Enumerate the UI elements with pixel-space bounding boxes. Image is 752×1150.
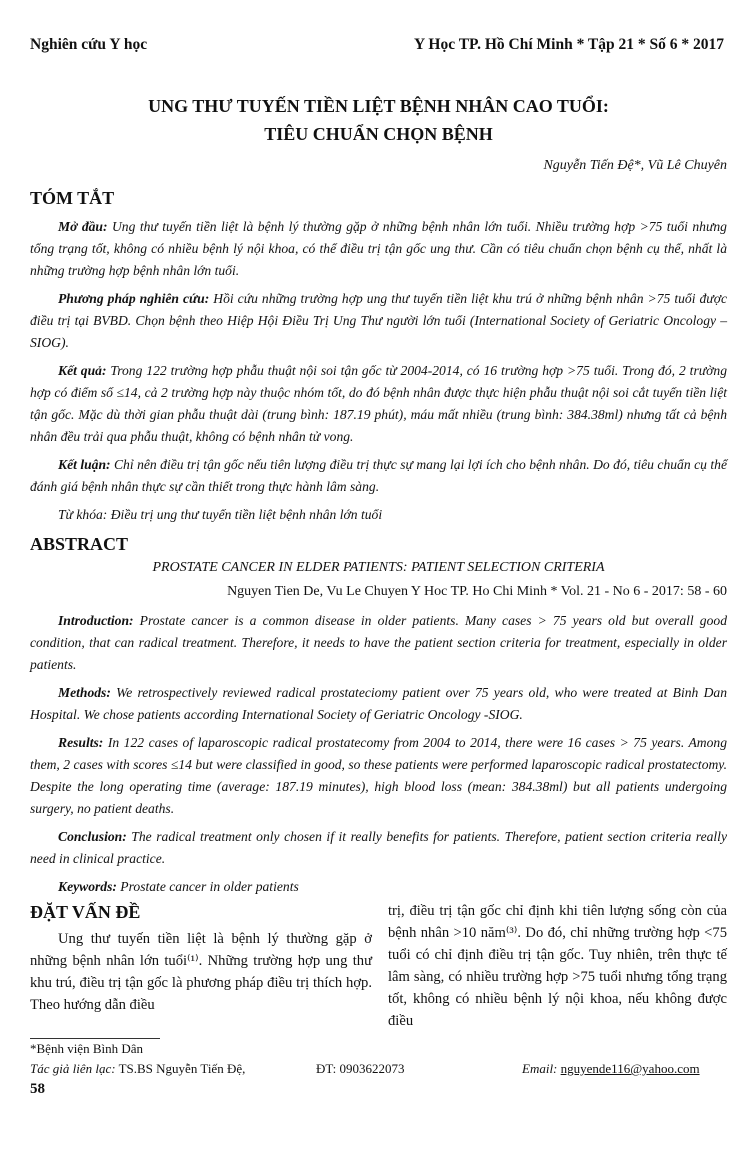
tomtat-keywords: Từ khóa: Điều trị ung thư tuyến tiền liệt bệnh nhân lớn tuổi: [58, 507, 383, 522]
label: Kết luận:: [58, 457, 111, 472]
abstract-methods: [30, 682, 727, 726]
tomtat-heading: TÓM TẮT: [30, 188, 115, 208]
abstract-introduction: [30, 610, 727, 676]
abstract-heading: ABSTRACT: [30, 534, 129, 554]
citation: Nguyen Tien De, Vu Le Chuyen Y Hoc TP. Ho Chi Minh * Vol. 21 - No 6 - 2017: 58 - 60: [227, 584, 727, 599]
tomtat-mo-dau: [30, 216, 727, 282]
text: Prostate cancer is a common disease in older patients. Many cases > 75 years old but overall good condition, that can radical treatment. Therefore, it needs to have the patient section criteria for treatment, especially in older patients.: [30, 613, 727, 672]
text: The radical treatment only chosen if it really benefits for patients. Therefore, patient section criteria really need in clinical practice.: [30, 829, 727, 866]
article-title-line1: UNG THƯ TUYẾN TIỀN LIỆT BỆNH NHÂN CAO TUỔI:: [148, 96, 609, 116]
abstract-conclusion: [30, 826, 727, 870]
text: We retrospectively reviewed radical prostateciomy patient over 75 years old, who were treated at Binh Dan Hospital. We chose patients according International Society of Geriatric Oncology -SIOG.: [30, 685, 727, 722]
intro-heading: ĐẶT VẤN ĐỀ: [30, 902, 141, 922]
text: Ung thư tuyến tiền liệt là bệnh lý thường gặp ở những bệnh nhân lớn tuổi. Nhiều trường hợp >75 tuổi nhưng tổng trạng tốt, không có nhiều bệnh lý nội khoa, có thể điều trị tận gốc ung thư. Cần có tiêu chuẩn chọn bệnh cụ thể, nhất là những trường hợp bệnh nhân lớn tuổi.: [30, 219, 727, 278]
label: Conclusion:: [58, 829, 127, 844]
text: Chỉ nên điều trị tận gốc nếu tiên lượng điều trị thực sự mang lại lợi ích cho bệnh nhân. Do đó, tiêu chuẩn cụ thể đánh giá bệnh nhân thực sự cần thiết trong thực hành lâm sàng.: [30, 457, 727, 494]
label: Introduction:: [58, 613, 134, 628]
running-header-right: Y Học TP. Hồ Chí Minh * Tập 21 * Số 6 * 2017: [413, 36, 724, 53]
page-body: [30, 92, 727, 1099]
abstract-results: [30, 732, 727, 820]
running-header-left: Nghiên cứu Y học: [30, 36, 148, 53]
email-link[interactable]: nguyende116@yahoo.com: [560, 1061, 700, 1076]
footnote-contact-row: [30, 1059, 727, 1079]
article-title-line2: TIÊU CHUẨN CHỌN BỆNH: [264, 124, 493, 144]
page-number: 58: [30, 1081, 45, 1097]
tomtat-phuong-phap: [30, 288, 727, 354]
tomtat-ket-qua: [30, 360, 727, 448]
footnote-phone: ĐT: 0903622073: [316, 1061, 405, 1076]
intro-columns: [30, 900, 727, 1032]
text: Hồi cứu những trường hợp ung thư tuyến tiền liệt khu trú ở những bệnh nhân >75 tuổi được điều trị tại BVBD. Chọn bệnh theo Hiệp Hội Điều Trị Ung Thư người lớn tuổi (International Society of Geriatric Oncology –SIOG).: [30, 291, 727, 350]
footnote-affiliation: *Bệnh viện Bình Dân: [30, 1041, 144, 1056]
label: Results:: [58, 735, 104, 750]
label: Kết quả:: [58, 363, 107, 378]
intro-right-column: trị, điều trị tận gốc chỉ định khi tiên lượng sống còn của bệnh nhân >10 năm⁽³⁾. Do đó, chỉ những trường hợp <75 tuổi có chỉ định điều trị tận gốc. Tuy nhiên, trên thực tế lâm sàng, có nhiều trường hợp >75 tuổi nhưng tổng trạng tốt, không có nhiều bệnh lý nội khoa, nếu không được điều: [388, 903, 727, 1029]
footnote-email: [522, 1059, 700, 1079]
label: Methods:: [58, 685, 111, 700]
text: TS.BS Nguyễn Tiến Đệ,: [115, 1061, 246, 1076]
authors: Nguyễn Tiến Đệ*, Vũ Lê Chuyên: [543, 158, 727, 173]
intro-left: [30, 900, 372, 1016]
text: Prostate cancer in older patients: [116, 879, 299, 894]
text: Trong 122 trường hợp phẫu thuật nội soi tận gốc từ 2004-2014, có 16 trường hợp >75 tuổi. Trong đó, 2 trường hợp có điểm số ≤14, cả 2 trường hợp này thuộc nhóm tốt, do đó bệnh nhân được thực hiện phẫu thuật nội soi cắt tuyến tiền liệt tận gốc. Mặc dù thời gian phẫu thuật dài (trung bình: 187.19 phút), máu mất nhiều (trung bình: 384.38ml) nhưng tất cả bệnh nhân đều trải qua phẫu thuật, không có bệnh nhân tử vong.: [30, 363, 727, 444]
tomtat-ket-luan: [30, 454, 727, 498]
label: Keywords:: [58, 879, 117, 894]
text: In 122 cases of laparoscopic radical prostatecomy from 2004 to 2014, there were 16 cases > 75 years. Among them, 2 cases with scores ≤14 but were classified in good, so these patients were performed laparoscopic radical prostatectomy. Despite the long operating time (average: 187.19 minutes), high blood loss (mean: 384.38ml) but all patients undergoing surgery, no patient deaths.: [30, 735, 727, 816]
abstract-title: PROSTATE CANCER IN ELDER PATIENTS: PATIENT SELECTION CRITERIA: [152, 560, 605, 575]
abstract-keywords: [30, 876, 727, 898]
label: Phương pháp nghiên cứu:: [58, 291, 210, 306]
footnote-contact: [30, 1059, 316, 1079]
label: Tác giả liên lạc:: [30, 1061, 116, 1076]
intro-left-column: Ung thư tuyến tiền liệt là bệnh lý thường gặp ở những bệnh nhân lớn tuổi⁽¹⁾. Những trường hợp ung thư khu trú, điều trị tận gốc là phương pháp điều trị thích hợp. Theo hướng dẫn điều: [30, 931, 372, 1013]
label: Email:: [522, 1061, 558, 1076]
label: Mở đầu:: [58, 219, 108, 234]
